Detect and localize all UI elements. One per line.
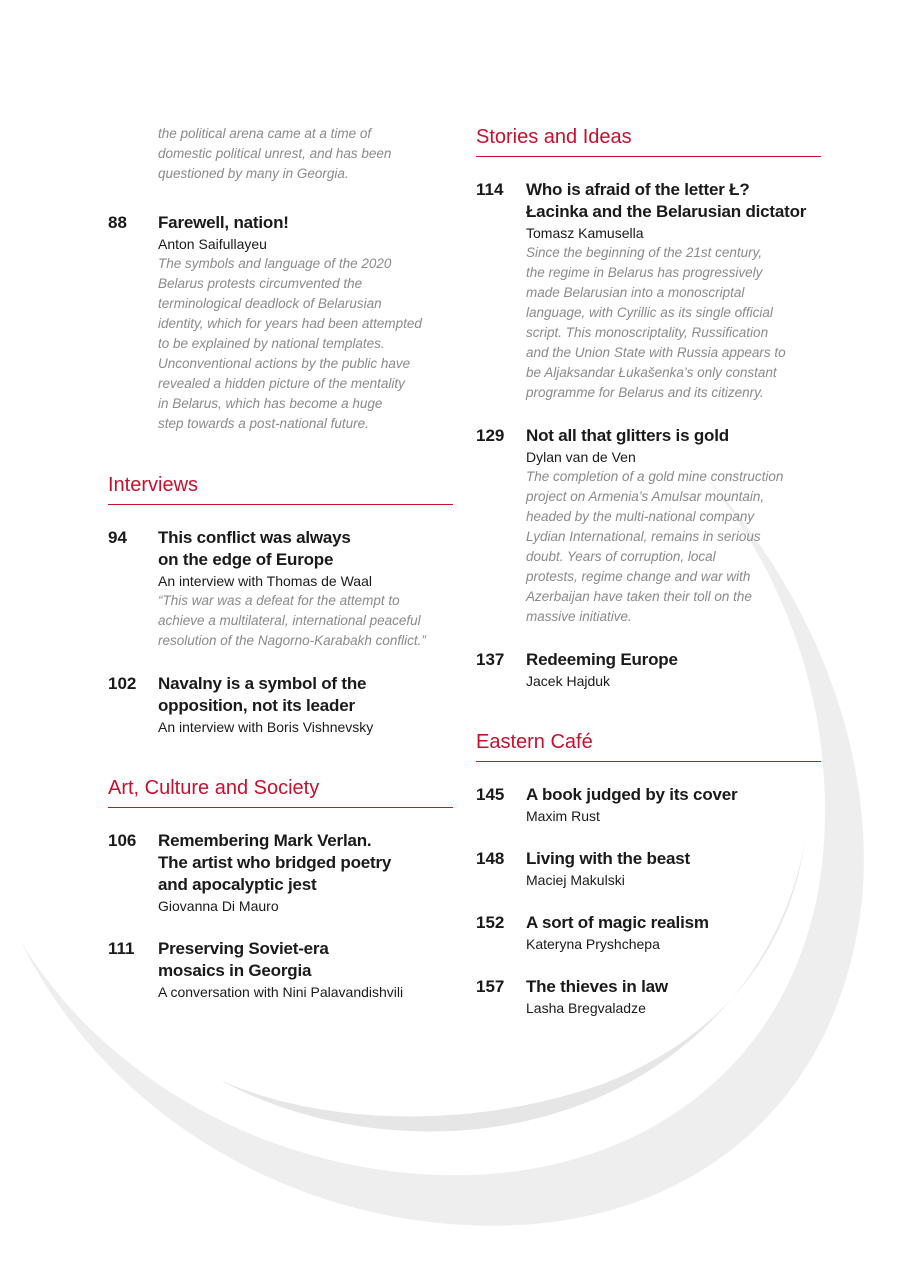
left-column bbox=[108, 124, 453, 1024]
article-author: Kateryna Pryshchepa bbox=[526, 936, 660, 952]
article-author: Anton Saifullayeu bbox=[158, 236, 267, 252]
article-title: A book judged by its cover bbox=[526, 785, 738, 804]
page-number: 114 bbox=[476, 180, 504, 199]
page-number: 137 bbox=[476, 650, 505, 669]
article-author: Dylan van de Ven bbox=[526, 449, 636, 465]
toc-entry[interactable] bbox=[476, 912, 821, 954]
article-description: “This war was a defeat for the attempt to achieve a multilateral, international peaceful resolution of the Nagorno-Karabakh conflict.” bbox=[158, 593, 426, 648]
article-author: An interview with Boris Vishnevsky bbox=[158, 719, 374, 735]
page-number: 152 bbox=[476, 913, 505, 932]
article-description: The completion of a gold mine construction project on Armenia’s Amulsar mountain, headed by the multi-national company Lydian International, remains in serious doubt. Years of corruption, local protests, regime change and war with Azerbaijan have taken their toll on the massive initiative. bbox=[526, 469, 784, 624]
article-description: The symbols and language of the 2020 Belarus protests circumvented the terminological deadlock of Belarusian identity, which for years had been attempted to be explained by national templates. Unconventional actions by the public have revealed a hidden picture of the mentality in Belarus, which has become a huge step towards a post-national future. bbox=[158, 256, 422, 431]
article-author: Maciej Makulski bbox=[526, 872, 625, 888]
page-number: 111 bbox=[108, 939, 135, 958]
toc-entry[interactable] bbox=[108, 673, 453, 737]
article-title: Redeeming Europe bbox=[526, 650, 678, 669]
article-author: Lasha Bregvaladze bbox=[526, 1000, 646, 1016]
article-author: Maxim Rust bbox=[526, 808, 600, 824]
toc-entry[interactable] bbox=[108, 830, 453, 916]
section-heading-eastern-cafe: Eastern Café bbox=[476, 729, 821, 762]
toc-entry[interactable] bbox=[476, 425, 821, 627]
toc-entry[interactable] bbox=[476, 976, 821, 1018]
article-title: Remembering Mark Verlan. The artist who bridged poetry and apocalyptic jest bbox=[158, 831, 392, 894]
article-title: Who is afraid of the letter Ł? Łacinka and the Belarusian dictator bbox=[526, 180, 807, 221]
toc-entry[interactable] bbox=[108, 527, 453, 651]
right-column bbox=[476, 124, 821, 1040]
page-number: 88 bbox=[108, 213, 127, 232]
article-description: the political arena came at a time of domestic political unrest, and has been questioned by many in Georgia. bbox=[158, 126, 392, 181]
page-number: 148 bbox=[476, 849, 505, 868]
article-author: Tomasz Kamusella bbox=[526, 225, 644, 241]
article-author: A conversation with Nini Palavandishvili bbox=[158, 984, 404, 1000]
toc-entry[interactable] bbox=[476, 179, 821, 403]
toc-entry[interactable] bbox=[476, 848, 821, 890]
page-number: 102 bbox=[108, 674, 137, 693]
toc-entry[interactable] bbox=[476, 784, 821, 826]
toc-entry[interactable] bbox=[476, 649, 821, 691]
page-number: 106 bbox=[108, 831, 137, 850]
article-title: Not all that glitters is gold bbox=[526, 426, 729, 445]
section-heading-interviews: Interviews bbox=[108, 472, 453, 505]
article-title: Farewell, nation! bbox=[158, 213, 289, 232]
page-number: 129 bbox=[476, 426, 505, 445]
toc-entry[interactable] bbox=[108, 938, 453, 1002]
page-number: 145 bbox=[476, 785, 505, 804]
article-title: Navalny is a symbol of the opposition, not its leader bbox=[158, 674, 367, 715]
article-title: Living with the beast bbox=[526, 849, 690, 868]
article-title: This conflict was always on the edge of Europe bbox=[158, 528, 351, 569]
page-number: 157 bbox=[476, 977, 505, 996]
article-author: Jacek Hajduk bbox=[526, 673, 611, 689]
article-author: Giovanna Di Mauro bbox=[158, 898, 279, 914]
article-title: Preserving Soviet-era mosaics in Georgia bbox=[158, 939, 329, 980]
toc-entry[interactable] bbox=[108, 212, 453, 434]
article-title: A sort of magic realism bbox=[526, 913, 709, 932]
article-author: An interview with Thomas de Waal bbox=[158, 573, 372, 589]
continued-description bbox=[108, 124, 453, 184]
section-heading-art-culture-society: Art, Culture and Society bbox=[108, 775, 453, 808]
section-heading-stories-ideas: Stories and Ideas bbox=[476, 124, 821, 157]
article-description: Since the beginning of the 21st century, the regime in Belarus has progressively made Belarusian into a monoscriptal language, with Cyrillic as its single official script. This monoscriptality, Russification and the Union State with Russia appears to be Aljaksandar Łukašenka’s only constant programme for Belarus and its citizenry. bbox=[526, 245, 786, 400]
article-title: The thieves in law bbox=[526, 977, 668, 996]
page-number: 94 bbox=[108, 528, 127, 547]
